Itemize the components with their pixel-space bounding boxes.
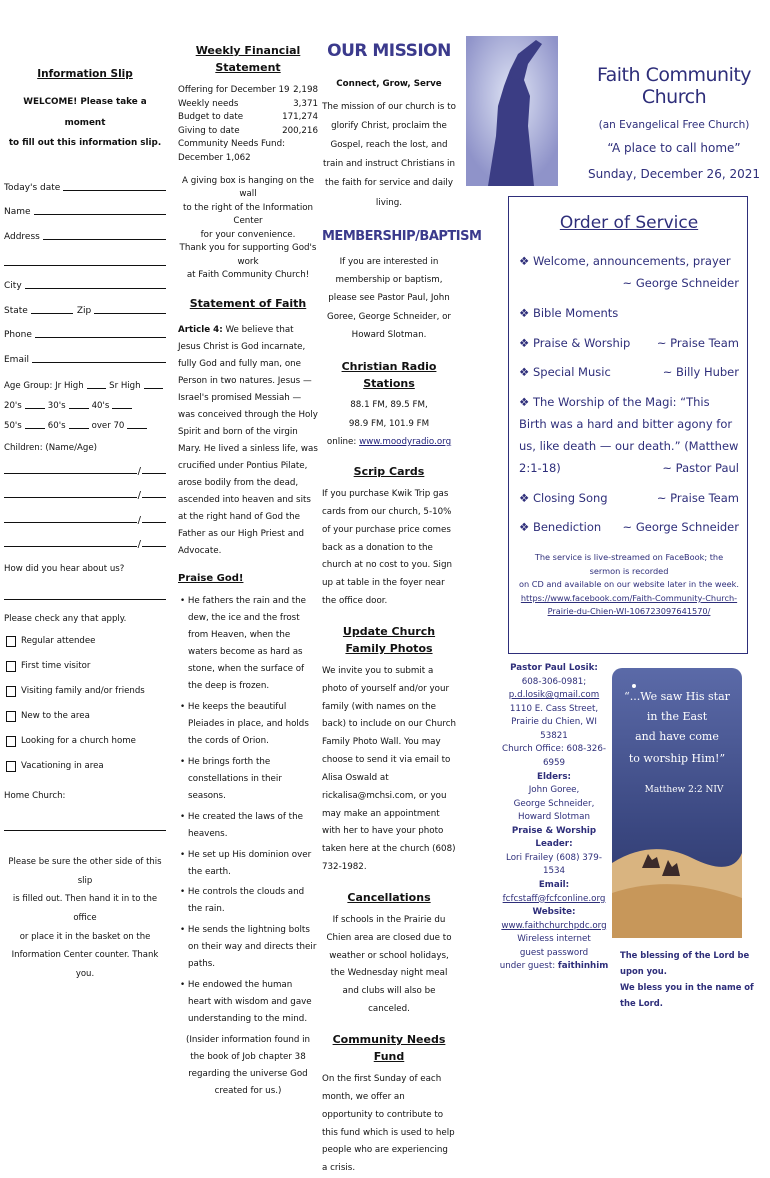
age-label: 30's [47, 400, 66, 411]
finance-value: 171,274 [282, 112, 318, 123]
field-label: Email [4, 354, 29, 365]
church-motto: “A place to call home” [607, 141, 741, 155]
worship-leader: Lori Frailey (608) 379-1534 [506, 852, 602, 877]
age-label: Age Group: Jr High [4, 380, 84, 391]
church-name: Faith Community Church [596, 64, 752, 108]
contact-info [498, 662, 610, 974]
address-line-2[interactable] [4, 242, 166, 267]
community-needs-text: On the first Sunday of each month, we offer an opportunity to contribute to this fund which is used to help people who are experiencing a crisis. [322, 1074, 455, 1174]
website-link[interactable]: www.faithchurchpdc.org [501, 920, 607, 931]
age-row[interactable] [4, 391, 166, 411]
checkbox-option[interactable] [4, 754, 166, 779]
giving-box-line: A giving box is hanging on the wall [181, 176, 315, 200]
order-item-label: ❖ The Worship of the Magi: “This Birth was a hard and bitter agony for us, like death — our death.” (Matthew 2:1-18) [519, 395, 739, 475]
order-items [519, 251, 739, 539]
praise-bullet: • He keeps the beautiful Pleiades in place, and holds the cords of Orion. [180, 701, 309, 746]
radio-line: 88.1 FM, 89.5 FM, [350, 400, 428, 411]
age-label: 50's [4, 420, 22, 431]
mission-tagline: Connect, Grow, Serve [336, 79, 442, 90]
wifi-line: under guest: [499, 961, 556, 972]
finance-table [178, 84, 318, 138]
finance-row [178, 125, 318, 138]
wifi-password: faithinhim [557, 961, 609, 972]
office-phone: Church Office: 608-326-6959 [502, 744, 606, 768]
field-label: Address [4, 231, 40, 242]
cancellations-text: If schools in the Prairie du Chien area are closed due to weather or school holidays, the Wednesday night meal and clubs will also be canceled. [326, 914, 452, 1015]
home-church-label: Home Church: [4, 790, 66, 801]
child-entry[interactable]: / [4, 453, 166, 477]
giving-box-line: for your convenience. [200, 229, 296, 240]
order-item-label: ❖ Benediction [519, 520, 602, 535]
website-label: Website: [532, 907, 576, 918]
checkbox-label: Vacationing in area [21, 761, 104, 772]
age-label: over 70 [91, 420, 125, 431]
mission-title: OUR MISSION [327, 41, 451, 61]
order-item-leader: ~ Praise Team [656, 490, 739, 505]
checkbox[interactable] [6, 686, 16, 697]
age-group-row[interactable] [4, 365, 166, 391]
checkbox-option[interactable] [4, 629, 166, 654]
radio-line: online: [326, 436, 357, 447]
livestream-note [519, 551, 739, 619]
finance-value: 200,216 [282, 125, 318, 136]
field-label: Zip [76, 305, 92, 316]
article-label: Article 4: [178, 324, 223, 335]
email-label: Email: [538, 880, 570, 890]
order-item-leader: ~ Billy Huber [662, 365, 739, 380]
praise-bullet: • He created the laws of the heavens. [180, 811, 303, 839]
praise-list [178, 593, 318, 1028]
article-text: We believe that Jesus Christ is God incarnate, fully God and fully man, one Person in two natures. Jesus — Israel's promised Messiah — was conceived through the Holy Spirit and born of the virgin Mary. He lived a sinless life, was crucified under Pontius Pilate, arose bodily from the dead, ascended into heaven and sits at the right hand of God the Father as our High Priest and Advocate. [178, 324, 318, 556]
pastor-email-link[interactable]: p.d.losik@gmail.com [508, 690, 600, 701]
order-item [519, 303, 739, 325]
welcome-line: WELCOME! Please take a moment [23, 97, 147, 128]
child-entry[interactable]: / [4, 477, 166, 501]
order-item [519, 362, 739, 384]
faith-title: Statement of Faith [189, 296, 307, 310]
finance-label: Offering for December 19 [178, 85, 290, 96]
closing-line: is filled out. Then hand it in to the office [12, 894, 158, 924]
order-item [519, 488, 739, 510]
church-denomination: (an Evangelical Free Church) [598, 119, 750, 131]
finance-value: 2,198 [293, 85, 318, 96]
livestream-line: on CD and available on our website later in the week. [519, 579, 740, 590]
slip-welcome [4, 92, 166, 154]
city-field[interactable] [4, 266, 166, 291]
radio-info [322, 396, 456, 451]
children-label: Children: (Name/Age) [4, 442, 97, 453]
membership-title: MEMBERSHIP/BAPTISM [322, 228, 482, 244]
field-label: Name [4, 207, 31, 218]
picture-reference: Matthew 2:2 NIV [644, 785, 724, 795]
giving-box-line: to the right of the Information Center [182, 202, 314, 227]
photos-title: Update Church Family Photos [342, 624, 436, 655]
checkbox-option[interactable] [4, 729, 166, 754]
age-row[interactable] [4, 411, 166, 431]
order-item-label: ❖ Praise & Worship [519, 335, 631, 350]
praise-bullet: • He fathers the rain and the dew, the ice and the frost from Heaven, when the waters become as hard as stone, when the surface of the deep is frozen. [180, 595, 306, 691]
community-needs-line: Community Needs Fund: December 1,062 [178, 139, 286, 163]
order-item [519, 251, 739, 273]
pastor-phone: 608-306-0981; [521, 676, 587, 687]
how-hear-label: How did you hear about us? [4, 563, 125, 574]
finance-label: Weekly needs [178, 98, 239, 109]
checkbox-label: Regular attendee [21, 636, 96, 647]
article-4 [178, 322, 318, 560]
order-item-leader: ~ George Schneider [622, 275, 739, 290]
wifi-line: Wireless internet [517, 934, 591, 945]
checkbox[interactable] [6, 661, 16, 672]
checkbox-option[interactable] [4, 654, 166, 679]
order-item-leader: ~ Praise Team [656, 335, 739, 350]
picture-text: and have come [635, 730, 719, 743]
checkbox[interactable] [6, 636, 16, 647]
email-field[interactable] [4, 340, 166, 365]
todays-date-field[interactable] [4, 168, 166, 193]
checkbox[interactable] [6, 761, 16, 772]
elders-label: Elders: [537, 771, 571, 782]
checkbox[interactable] [6, 736, 16, 747]
field-label: Today's date [4, 182, 61, 193]
child-entry[interactable]: / [4, 501, 166, 525]
elder-name: George Schneider, [513, 798, 595, 809]
order-item-label: ❖ Bible Moments [519, 305, 619, 320]
finance-label: Giving to date [178, 125, 240, 136]
closing-line: or place it in the basket on the [19, 931, 151, 942]
finance-row [178, 84, 318, 97]
elder-name: Howard Slotman [518, 812, 590, 823]
star-in-east-image [612, 668, 742, 938]
order-item-label: ❖ Closing Song [519, 490, 608, 505]
praise-bullet: • He brings forth the constellations in their seasons. [180, 756, 282, 801]
elders-list [498, 784, 610, 825]
field-label: City [4, 280, 22, 291]
closing-line: Information Center counter. Thank you. [11, 950, 159, 980]
street-address: 1110 E. Cass Street, [509, 703, 599, 714]
giving-box-line: at Faith Community Church! [186, 270, 310, 281]
giving-box-line: Thank you for supporting God's work [179, 243, 317, 267]
elder-name: John Goree, [528, 785, 580, 796]
field-label: Phone [4, 330, 32, 341]
community-needs-title: Community Needs Fund [332, 1032, 446, 1063]
picture-text: “...We saw His star [624, 690, 730, 703]
phone-field[interactable] [4, 316, 166, 341]
order-item [519, 392, 739, 479]
worship-leader-label: Praise & Worship Leader: [511, 825, 597, 850]
blessing [620, 948, 768, 1012]
name-field[interactable] [4, 193, 166, 218]
age-label: 40's [91, 400, 110, 411]
order-of-service-box [508, 196, 748, 654]
checkbox-list [4, 629, 166, 779]
picture-text: to worship Him!” [628, 752, 726, 765]
cancellations-title: Cancellations [347, 890, 431, 904]
scrip-text: If you purchase Kwik Trip gas cards from our church, 5-10% of your purchase price comes back as a donation to the church at no cost to you. Sign up at table in the foyer near the office door. [322, 489, 452, 607]
blessing-line: The blessing of the Lord be upon you. [620, 950, 750, 976]
welcome-line: to fill out this information slip. [8, 138, 162, 149]
order-item [519, 333, 739, 355]
finance-label: Budget to date [178, 112, 244, 123]
photos-text: We invite you to submit a photo of yourself and/or your family (with names on the back) to include on our Church Family Photo Wall. You may choose to send it via email to Alisa Oswald at rickalisa@mchsi.com, or you may make an appointment with her to have your photo taken here at the church (608) 732-1982. [322, 665, 456, 873]
livestream-line: The service is live-streamed on FaceBook; the sermon is recorded [534, 552, 724, 576]
child-entry[interactable]: / [4, 526, 166, 550]
praise-title: Praise God! [178, 573, 244, 585]
praise-bullet: • He controls the clouds and the rain. [180, 887, 305, 915]
radio-title: Christian Radio Stations [341, 360, 437, 391]
how-hear-line[interactable] [4, 574, 166, 600]
closing-line: Please be sure the other side of this slip [8, 856, 162, 886]
finance-title: Weekly Financial Statement [195, 44, 301, 75]
checkbox[interactable] [6, 711, 16, 722]
wifi-line: guest password [519, 947, 589, 958]
giving-box-note [178, 175, 318, 283]
checkbox-label: New to the area [21, 711, 90, 722]
insider-note: (Insider information found in the book of Job chapter 38 regarding the universe God created for us.) [185, 1035, 311, 1097]
check-label: Please check any that apply. [4, 613, 127, 624]
slip-closing [4, 853, 166, 984]
order-item-leader: ~ Pastor Paul [662, 460, 739, 475]
pastor-label: Pastor Paul Losik: [510, 663, 598, 673]
order-item-label: ❖ Special Music [519, 365, 611, 380]
facebook-link[interactable]: https://www.facebook.com/Faith-Community-Church-Prairie-du-Chien-WI-106723097641570/ [520, 592, 738, 617]
home-church-line[interactable] [4, 801, 166, 831]
scrip-title: Scrip Cards [353, 465, 425, 479]
finance-value: 3,371 [293, 98, 318, 109]
field-label: State [4, 305, 28, 316]
slip-title: Information Slip [37, 68, 133, 80]
order-item [519, 517, 739, 539]
finance-faith-column [172, 0, 320, 1097]
order-item-label: ❖ Welcome, announcements, prayer [519, 254, 731, 268]
praise-bullet: • He endowed the human heart with wisdom and gave understanding to the mind. [180, 980, 312, 1025]
state-zip-field[interactable] [4, 291, 166, 316]
moody-radio-link[interactable]: www.moodyradio.org [359, 436, 452, 447]
order-item [519, 273, 739, 295]
city-address: Prairie du Chien, WI 53821 [511, 717, 597, 741]
checkbox-option[interactable] [4, 679, 166, 704]
order-item-leader: ~ George Schneider [622, 520, 739, 535]
checkbox-label: Visiting family and/or friends [21, 686, 145, 697]
age-label: Sr High [109, 380, 141, 391]
blessing-line: We bless you in the name of the Lord. [620, 981, 754, 1008]
order-title: Order of Service [559, 213, 699, 233]
membership-text: If you are interested in membership or baptism, please see Pastor Paul, John Goree, George Schneider, or Howard Slotman. [327, 256, 451, 340]
church-email-link[interactable]: fcfcstaff@fcfconline.org [502, 893, 606, 904]
address-field[interactable] [4, 217, 166, 242]
finance-row [178, 98, 318, 111]
service-date: Sunday, December 26, 2021 [587, 167, 760, 181]
age-label: 20's [4, 400, 22, 411]
praise-bullet: • He sends the lightning bolts on their way and directs their paths. [180, 925, 317, 970]
praise-bullet: • He set up His dominion over the earth. [180, 849, 312, 877]
age-label: 60's [47, 420, 66, 431]
picture-text: in the East [646, 710, 708, 723]
information-slip [0, 0, 168, 1024]
radio-line: 98.9 FM, 101.9 FM [348, 418, 430, 429]
mission-text: The mission of our church is to glorify Christ, proclaim the Gospel, reach the lost, and train and instruct Christians in the faith for service and daily living. [322, 101, 456, 208]
checkbox-option[interactable] [4, 704, 166, 729]
checkbox-label: Looking for a church home [21, 736, 136, 747]
notices-column [318, 0, 482, 1174]
checkbox-label: First time visitor [21, 661, 91, 672]
finance-row [178, 111, 318, 124]
